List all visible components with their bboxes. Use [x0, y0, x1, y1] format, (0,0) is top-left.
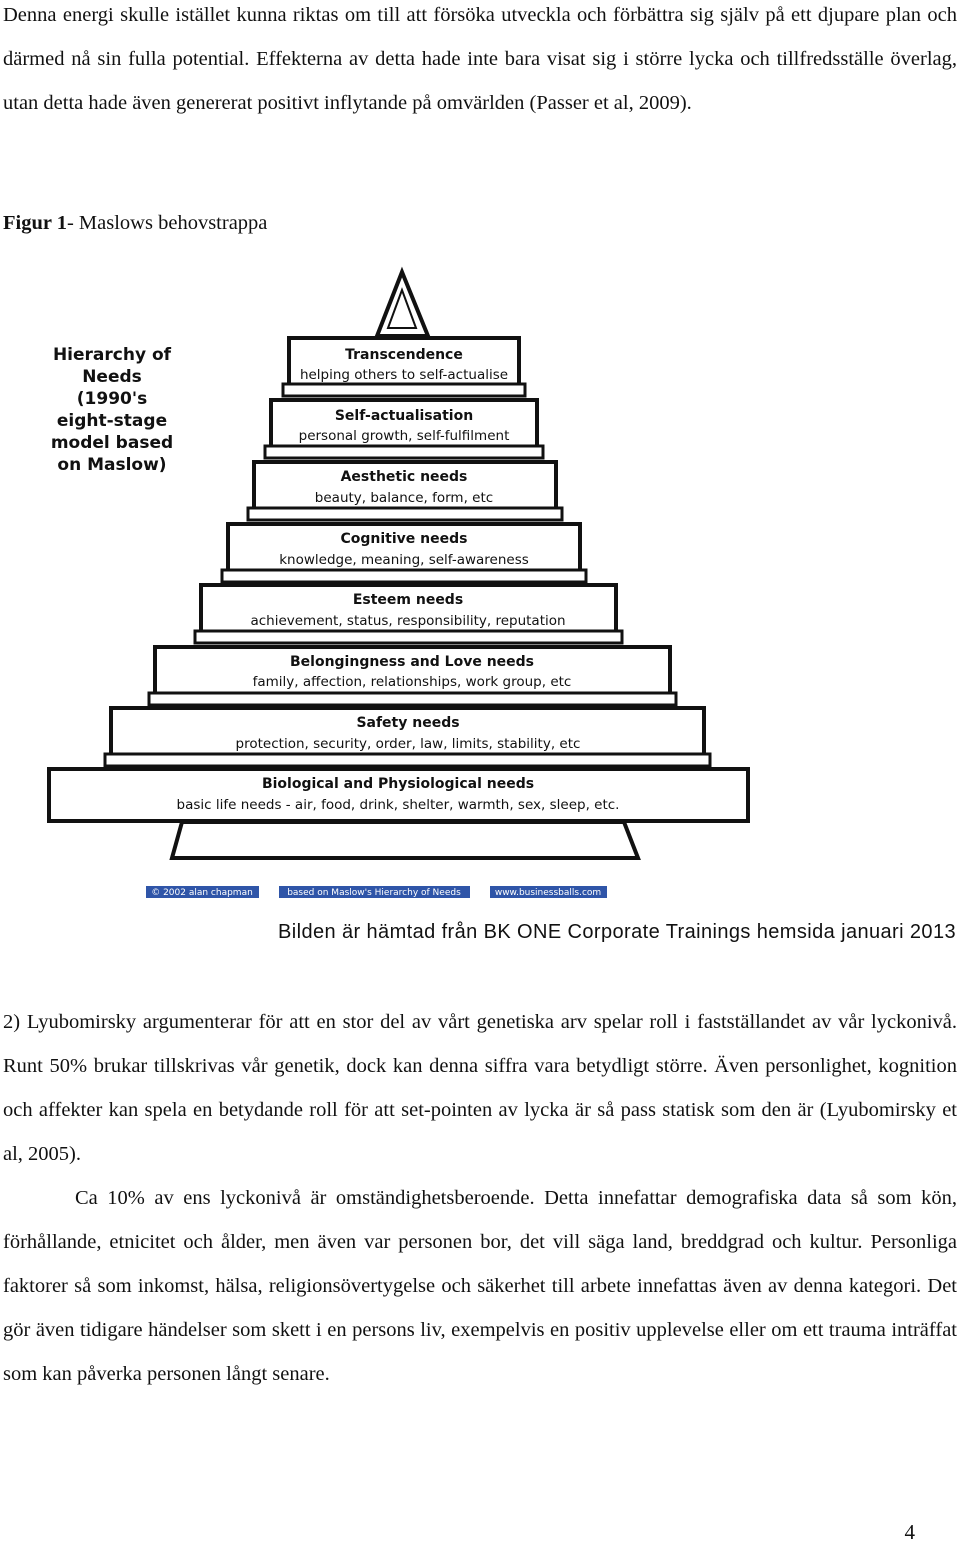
pyramid-base: [172, 822, 638, 858]
level-step: [105, 754, 710, 766]
pyramid-diagram: [0, 262, 960, 907]
level-self-actualisation: [265, 400, 543, 458]
footer-copyright: © 2002 alan chapman: [151, 888, 253, 898]
level-step: [195, 631, 622, 643]
level-title: Esteem needs: [352, 592, 464, 608]
figure-label: Figur 1: [3, 212, 67, 234]
side-title-line: Hierarchy of: [52, 345, 172, 365]
paragraph-3-text: Ca 10% av ens lyckonivå är omständighetsberoende. Detta innefattar demografiska data så som kön, förhållande, etnicitet och ålder, men även var personen bor, det vill säga land, breddgrad och kultur. Personliga faktorer så som inkomst, hälsa, religionsövertygelse och säkerhet till arbete innefattas även av denna kategori. Det gör även tidigare händelser som skett i en persons liv, exempelvis en positiv upplevelse eller om ett trauma inträffat som kan påverka personen långt senare.: [3, 1187, 957, 1385]
level-safety-needs: [105, 708, 710, 766]
footer-website: www.businessballs.com: [494, 888, 602, 898]
page-number: 4: [904, 1520, 915, 1544]
level-aesthetic-needs: [248, 462, 562, 520]
pyramid-apex: [377, 272, 428, 336]
level-subtitle: family, affection, relationships, work group, etc: [252, 674, 572, 690]
side-title-line: model based: [50, 433, 174, 453]
level-title: Belongingness and Love needs: [289, 654, 535, 670]
level-step: [149, 693, 676, 705]
maslow-hierarchy-figure: [0, 262, 960, 907]
side-title-line: eight-stage: [56, 411, 168, 431]
level-subtitle: basic life needs - air, food, drink, shelter, warmth, sex, sleep, etc.: [176, 797, 620, 813]
level-subtitle: protection, security, order, law, limits, stability, etc: [235, 736, 581, 752]
level-title: Transcendence: [345, 347, 463, 363]
level-step: [283, 384, 525, 396]
level-subtitle: beauty, balance, form, etc: [314, 490, 494, 506]
level-subtitle: helping others to self-actualise: [299, 367, 509, 383]
level-step: [222, 570, 586, 582]
level-subtitle: knowledge, meaning, self-awareness: [279, 552, 529, 568]
level-title: Self-actualisation: [334, 408, 474, 424]
paragraph-2-text: 2) Lyubomirsky argumenterar för att en stor del av vårt genetiska arv spelar roll i fastställandet av vår lyckonivå. Runt 50% brukar tillskrivas vår genetik, dock kan denna siffra vara betydligt större. Även personlighet, kognition och affekter kan spela en betydande roll för att set-pointen av lycka är så pass statisk som den är (Lyubomirsky et al, 2005).: [3, 1011, 957, 1165]
level-subtitle: achievement, status, responsibility, reputation: [250, 613, 566, 629]
figure-caption: [3, 212, 267, 235]
hierarchy-side-title: [51, 345, 173, 475]
image-credit: Bilden är hämtad från BK ONE Corporate Trainings hemsida januari 2013: [278, 921, 956, 943]
level-biological-physiological-needs: [49, 769, 748, 821]
level-step: [248, 508, 562, 520]
footer-based-on: based on Maslow's Hierarchy of Needs: [287, 888, 461, 898]
body-paragraph-1: Denna energi skulle istället kunna riktas om till att försöka utveckla och förbättra sig själv på ett djupare plan och därmed nå sin fulla potential. Effekterna av detta hade inte bara visat sig i större lycka och tillfredsställe överlag, utan detta hade även genererat positivt inflytande på omvärlden (Passer et al, 2009).: [3, 4, 957, 114]
level-title: Biological and Physiological needs: [261, 776, 535, 792]
diagram-footer: [146, 886, 607, 898]
side-title-line: (1990's: [76, 389, 148, 409]
side-title-line: Needs: [82, 367, 142, 387]
level-title: Safety needs: [356, 715, 460, 731]
level-title: Aesthetic needs: [340, 469, 468, 485]
level-title: Cognitive needs: [340, 531, 468, 547]
level-step: [265, 446, 543, 458]
level-esteem-needs: [195, 585, 622, 643]
body-paragraph-2: [3, 1000, 957, 1396]
level-cognitive-needs: [222, 524, 586, 582]
level-subtitle: personal growth, self-fulfilment: [298, 428, 510, 444]
level-belongingness-love-needs: [149, 647, 676, 705]
figure-caption-text: - Maslows behovstrappa: [66, 212, 268, 234]
level-transcendence: [283, 338, 525, 396]
side-title-line: on Maslow): [57, 455, 167, 475]
